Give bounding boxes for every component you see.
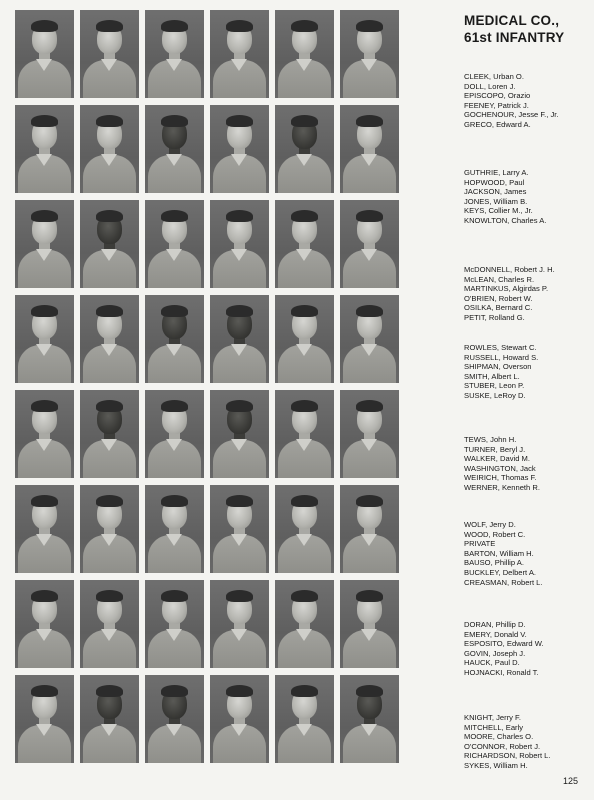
name-entry: RICHARDSON, Robert L. — [464, 751, 551, 761]
portrait-photo — [80, 580, 139, 668]
portrait-photo — [275, 390, 334, 478]
name-entry: McDONNELL, Robert J. H. — [464, 265, 555, 274]
portrait-photo — [15, 580, 74, 668]
portrait-photo — [145, 485, 204, 573]
portrait-photo — [145, 105, 204, 193]
portrait-photo — [145, 200, 204, 288]
name-entry: PRIVATE — [464, 539, 496, 549]
name-entry: CLEEK, Urban O. — [464, 72, 524, 81]
portrait-photo — [210, 390, 269, 478]
name-entry: HOJNACKI, Ronald T. — [464, 667, 539, 677]
portrait-photo — [275, 580, 334, 668]
portrait-photo — [340, 485, 399, 573]
portrait-grid — [15, 10, 399, 763]
portrait-photo — [15, 105, 74, 193]
name-entry: MARTINKUS, Algirdas P. — [464, 284, 549, 294]
name-group — [464, 520, 592, 587]
name-entry: GUTHRIE, Larry A. — [464, 168, 529, 177]
portrait-photo — [15, 295, 74, 383]
name-entry: OSILKA, Bernard C. — [464, 303, 533, 313]
name-group — [464, 72, 592, 130]
portrait-photo — [80, 675, 139, 763]
name-entry: EMERY, Donald V. — [464, 629, 527, 639]
name-entry: CREASMAN, Robert L. — [464, 577, 543, 587]
portrait-photo — [15, 675, 74, 763]
name-entry: KNOWLTON, Charles A. — [464, 215, 547, 225]
portrait-photo — [210, 580, 269, 668]
name-entry: ESPOSITO, Edward W. — [464, 639, 544, 649]
portrait-photo — [145, 675, 204, 763]
name-entry: STUBER, Leon P. — [464, 381, 525, 391]
name-entry: WALKER, David M. — [464, 454, 530, 464]
name-group — [464, 620, 592, 678]
portrait-photo — [340, 295, 399, 383]
name-entry: TEWS, John H. — [464, 435, 517, 444]
name-entry: McLEAN, Charles R. — [464, 274, 535, 284]
heading-line-1: MEDICAL CO., — [464, 13, 560, 28]
name-entry: WOOD, Robert C. — [464, 529, 526, 539]
portrait-photo — [210, 200, 269, 288]
name-group — [464, 435, 592, 493]
name-entry: EPISCOPO, Orazio — [464, 91, 531, 101]
name-entry: HAUCK, Paul D. — [464, 658, 520, 668]
name-entry: SYKES, William H. — [464, 760, 528, 770]
name-group — [464, 265, 592, 323]
name-entry: WOLF, Jerry D. — [464, 520, 516, 529]
portrait-photo — [145, 10, 204, 98]
portrait-photo — [80, 485, 139, 573]
name-entry: SUSKE, LeRoy D. — [464, 390, 526, 400]
portrait-photo — [80, 295, 139, 383]
name-group — [464, 713, 592, 771]
portrait-photo — [210, 105, 269, 193]
portrait-photo — [210, 675, 269, 763]
name-entry: BARTON, William H. — [464, 548, 534, 558]
heading-line-2: 61st INFANTRY — [464, 30, 565, 45]
name-entry: SHIPMAN, Overson — [464, 362, 532, 372]
portrait-photo — [210, 295, 269, 383]
portrait-photo — [340, 390, 399, 478]
portrait-photo — [340, 105, 399, 193]
portrait-photo — [80, 200, 139, 288]
portrait-photo — [275, 675, 334, 763]
name-group — [464, 168, 592, 226]
page-heading — [464, 12, 584, 46]
portrait-photo — [210, 10, 269, 98]
portrait-photo — [340, 10, 399, 98]
name-entry: HOPWOOD, Paul — [464, 177, 525, 187]
portrait-photo — [275, 200, 334, 288]
name-group — [464, 343, 592, 401]
name-entry: GOVIN, Joseph J. — [464, 648, 526, 658]
portrait-photo — [275, 295, 334, 383]
name-entry: ROWLES, Stewart C. — [464, 343, 537, 352]
page-number: 125 — [563, 776, 579, 786]
name-entry: DOLL, Loren J. — [464, 81, 516, 91]
portrait-photo — [15, 485, 74, 573]
name-entry: BUCKLEY, Delbert A. — [464, 567, 537, 577]
name-entry: JACKSON, James — [464, 187, 527, 197]
portrait-photo — [80, 390, 139, 478]
portrait-photo — [15, 10, 74, 98]
portrait-photo — [340, 675, 399, 763]
portrait-photo — [145, 295, 204, 383]
name-entry: GRECO, Edward A. — [464, 119, 531, 129]
name-entry: WERNER, Kenneth R. — [464, 482, 540, 492]
name-entry: O'CONNOR, Robert J. — [464, 741, 541, 751]
name-entry: TURNER, Beryl J. — [464, 444, 526, 454]
portrait-photo — [15, 200, 74, 288]
name-entry: DORAN, Phillip D. — [464, 620, 526, 629]
name-entry: WEIRICH, Thomas F. — [464, 473, 537, 483]
name-entry: RUSSELL, Howard S. — [464, 352, 539, 362]
portrait-photo — [340, 580, 399, 668]
portrait-photo — [340, 200, 399, 288]
portrait-photo — [275, 485, 334, 573]
portrait-photo — [145, 580, 204, 668]
name-entry: MITCHELL, Early — [464, 722, 524, 732]
portrait-photo — [80, 105, 139, 193]
name-entry: KNIGHT, Jerry F. — [464, 713, 521, 722]
portrait-photo — [80, 10, 139, 98]
portrait-photo — [145, 390, 204, 478]
name-entry: GOCHENOUR, Jesse F., Jr. — [464, 110, 559, 120]
portrait-photo — [275, 10, 334, 98]
name-entry: WASHINGTON, Jack — [464, 463, 536, 473]
portrait-photo — [210, 485, 269, 573]
name-entry: BAUSO, Phillip A. — [464, 558, 524, 568]
name-entry: SMITH, Albert L. — [464, 371, 520, 381]
portrait-photo — [15, 390, 74, 478]
name-entry: FEENEY, Patrick J. — [464, 100, 529, 110]
name-entry: MOORE, Charles O. — [464, 732, 534, 742]
name-entry: O'BRIEN, Robert W. — [464, 293, 533, 303]
name-entry: KEYS, Collier M., Jr. — [464, 206, 533, 216]
portrait-photo — [275, 105, 334, 193]
name-entry: JONES, William B. — [464, 196, 528, 206]
name-entry: PETIT, Rolland G. — [464, 312, 525, 322]
